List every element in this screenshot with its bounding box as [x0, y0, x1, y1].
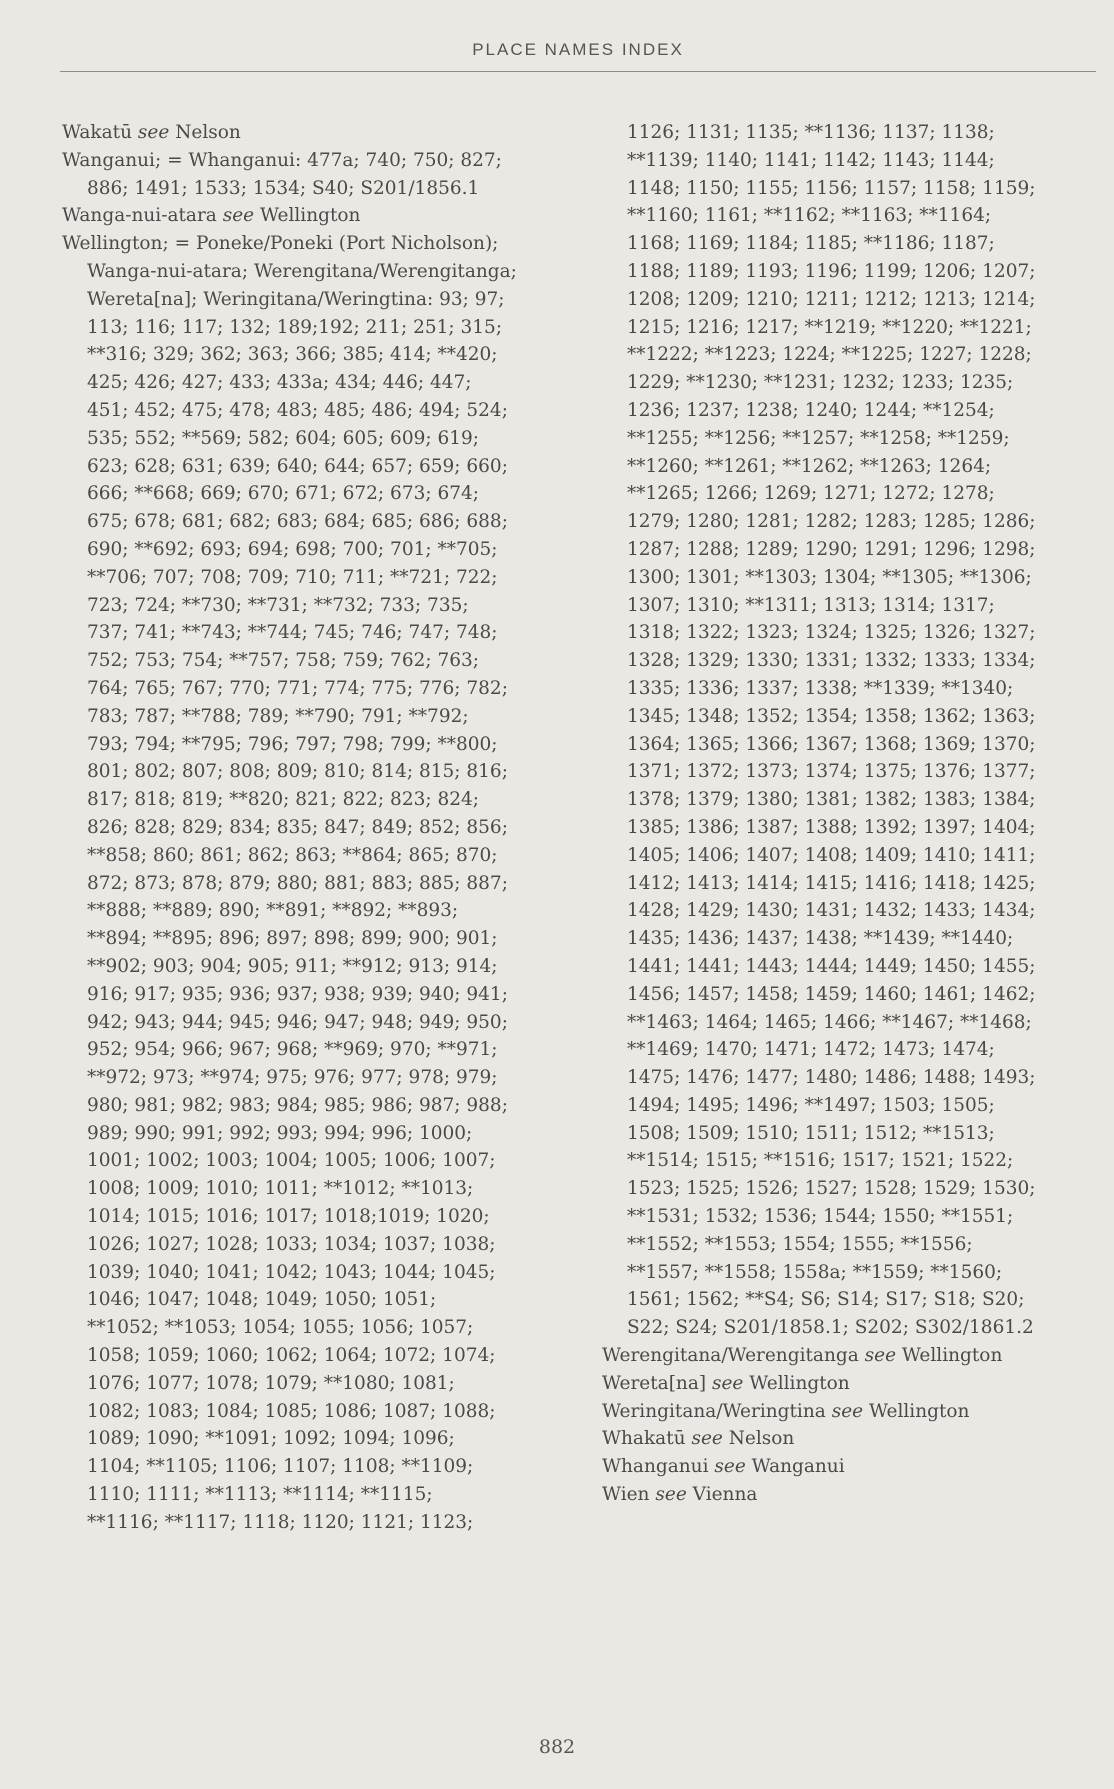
entry-continuation-line — [602, 230, 1102, 258]
see-target: Vienna — [692, 1484, 758, 1506]
page-references: S22; S24; S201/1858.1; S202; S302/1861.2 — [627, 1317, 1034, 1339]
entry-continuation-line — [602, 1092, 1102, 1120]
entry-continuation-line — [602, 981, 1102, 1009]
page-references: 886; 1491; 1533; 1534; S40; S201/1856.1 — [87, 177, 480, 199]
entry-continuation-line — [62, 675, 562, 703]
see-target: Nelson — [175, 122, 241, 143]
entry-continuation-line — [602, 480, 1102, 508]
page-references: **1160; 1161; **1162; **1163; **1164; — [627, 205, 992, 227]
page-references: 675; 678; 681; 682; 683; 684; 685; 686; 688; — [87, 511, 508, 533]
page-references: 1307; 1310; **1311; 1313; 1314; 1317; — [627, 594, 995, 616]
page-references: 1188; 1189; 1193; 1196; 1199; 1206; 1207; — [627, 260, 1036, 282]
entry-continuation-line — [62, 758, 562, 786]
index-entry — [602, 1453, 1102, 1481]
page-references: 690; **692; 693; 694; 698; 700; 701; **705; — [87, 538, 498, 560]
page-references: 783; 787; **788; 789; **790; 791; **792; — [87, 705, 469, 727]
page-references: **316; 329; 362; 363; 366; 385; 414; **420; — [87, 344, 498, 366]
page-references: **1531; 1532; 1536; 1544; 1550; **1551; — [627, 1206, 1014, 1228]
page-references: **1552; **1553; 1554; 1555; **1556; — [627, 1233, 973, 1255]
entry-continuation-line — [602, 592, 1102, 620]
page-references: 1335; 1336; 1337; 1338; **1339; **1340; — [627, 677, 1014, 699]
index-entry — [62, 147, 562, 175]
entry-continuation-line — [602, 341, 1102, 369]
entry-continuation-line — [62, 953, 562, 981]
page-references: 1328; 1329; 1330; 1331; 1332; 1333; 1334; — [627, 650, 1036, 672]
page-references: 1508; 1509; 1510; 1511; 1512; **1513; — [627, 1122, 995, 1144]
entry-continuation-line — [602, 202, 1102, 230]
page-references: 1001; 1002; 1003; 1004; 1005; 1006; 1007; — [87, 1150, 496, 1172]
entry-references: = Poneke/Poneki (Port Nicholson); — [168, 233, 499, 255]
page-references: 623; 628; 631; 639; 640; 644; 657; 659; 660; — [87, 455, 508, 477]
page-references: **1265; 1266; 1269; 1271; 1272; 1278; — [627, 483, 995, 505]
page-references: 872; 873; 878; 879; 880; 881; 883; 885; 887; — [87, 872, 508, 894]
entry-heading: Wanganui; — [62, 149, 162, 171]
see-reference: see — [137, 122, 170, 143]
page-references: 1148; 1150; 1155; 1156; 1157; 1158; 1159; — [627, 177, 1036, 199]
page-references: 1371; 1372; 1373; 1374; 1375; 1376; 1377; — [627, 761, 1036, 783]
entry-continuation-line — [602, 925, 1102, 953]
entry-continuation-line — [62, 1120, 562, 1148]
entry-continuation-line — [602, 1036, 1102, 1064]
see-reference: see — [711, 1372, 744, 1394]
entry-continuation-line — [62, 1425, 562, 1453]
entry-continuation-line — [62, 1203, 562, 1231]
page-references: 1026; 1027; 1028; 1033; 1034; 1037; 1038; — [87, 1233, 496, 1255]
page-references: Wanga-nui-atara; Werengitana/Werengitanga; — [87, 260, 517, 282]
page-references: **1052; **1053; 1054; 1055; 1056; 1057; — [87, 1317, 474, 1339]
page-references: 1215; 1216; 1217; **1219; **1220; **1221; — [627, 316, 1032, 338]
entry-continuation-line — [62, 870, 562, 898]
index-entry — [62, 230, 562, 258]
running-header: PLACE NAMES INDEX — [472, 40, 684, 59]
entry-continuation-line — [62, 1259, 562, 1287]
index-entry — [602, 1370, 1102, 1398]
entry-continuation-line — [602, 314, 1102, 342]
page-references: **1255; **1256; **1257; **1258; **1259; — [627, 427, 1010, 449]
see-reference: see — [714, 1456, 746, 1478]
page-references: 723; 724; **730; **731; **732; 733; 735; — [87, 594, 469, 616]
entry-heading: Wereta[na] — [602, 1372, 707, 1394]
see-reference: see — [691, 1428, 723, 1450]
see-target: Wellington — [868, 1400, 970, 1422]
entry-heading: Wanga-nui-atara — [62, 205, 217, 227]
entry-continuation-line — [62, 619, 562, 647]
page-references: 1385; 1386; 1387; 1388; 1392; 1397; 1404; — [627, 816, 1036, 838]
page-references: 942; 943; 944; 945; 946; 947; 948; 949; 950; — [87, 1011, 508, 1033]
index-entry — [602, 1398, 1102, 1426]
see-target: Wanganui — [751, 1456, 845, 1478]
entry-continuation-line — [62, 731, 562, 759]
page-references: **1260; **1261; **1262; **1263; 1264; — [627, 455, 992, 477]
entry-continuation-line — [602, 1009, 1102, 1037]
page-references: **894; **895; 896; 897; 898; 899; 900; 901; — [87, 928, 498, 950]
entry-continuation-line — [602, 647, 1102, 675]
entry-continuation-line — [62, 1092, 562, 1120]
entry-continuation-line — [602, 1064, 1102, 1092]
page-references: 1279; 1280; 1281; 1282; 1283; 1285; 1286; — [627, 511, 1036, 533]
entry-continuation-line — [62, 842, 562, 870]
page-references: 980; 981; 982; 983; 984; 985; 986; 987; 988; — [87, 1094, 508, 1116]
page-references: 1236; 1237; 1238; 1240; 1244; **1254; — [627, 399, 995, 421]
entry-continuation-line — [602, 1259, 1102, 1287]
entry-continuation-line — [62, 1036, 562, 1064]
page-references: 1014; 1015; 1016; 1017; 1018;1019; 1020; — [87, 1206, 490, 1228]
entry-continuation-line — [62, 897, 562, 925]
entry-continuation-line — [62, 1509, 562, 1537]
entry-continuation-line — [62, 1453, 562, 1481]
entry-continuation-line — [602, 1314, 1102, 1342]
entry-continuation-line — [62, 1370, 562, 1398]
entry-continuation-line — [62, 981, 562, 1009]
page-references: 1428; 1429; 1430; 1431; 1432; 1433; 1434; — [627, 900, 1036, 922]
page-references: 1364; 1365; 1366; 1367; 1368; 1369; 1370; — [627, 733, 1036, 755]
entry-continuation-line — [602, 897, 1102, 925]
page-references: 801; 802; 807; 808; 809; 810; 814; 815; 816; — [87, 761, 508, 783]
page-references: **1139; 1140; 1141; 1142; 1143; 1144; — [627, 149, 995, 171]
page-references: **902; 903; 904; 905; 911; **912; 913; 914; — [87, 955, 498, 977]
page-references: 752; 753; 754; **757; 758; 759; 762; 763; — [87, 650, 480, 672]
entry-continuation-line — [62, 397, 562, 425]
entry-continuation-line — [602, 453, 1102, 481]
left-column — [62, 119, 562, 1537]
entry-continuation-line — [602, 1120, 1102, 1148]
page-references: 1300; 1301; **1303; 1304; **1305; **1306; — [627, 566, 1032, 588]
entry-continuation-line — [602, 758, 1102, 786]
entry-continuation-line — [602, 564, 1102, 592]
entry-continuation-line — [602, 119, 1102, 147]
entry-continuation-line — [602, 619, 1102, 647]
entry-continuation-line — [62, 564, 562, 592]
page-references: **1463; 1464; 1465; 1466; **1467; **1468; — [627, 1011, 1032, 1033]
entry-continuation-line — [602, 147, 1102, 175]
page-references: 666; **668; 669; 670; 671; 672; 673; 674; — [87, 483, 480, 505]
page-references: 1378; 1379; 1380; 1381; 1382; 1383; 1384; — [627, 789, 1036, 811]
entry-continuation-line — [602, 1286, 1102, 1314]
page-references: 1104; **1105; 1106; 1107; 1108; **1109; — [87, 1456, 474, 1478]
page-number: 882 — [538, 1736, 576, 1758]
entry-continuation-line — [602, 814, 1102, 842]
right-column — [602, 119, 1102, 1509]
entry-continuation-line — [62, 1398, 562, 1426]
see-reference: see — [222, 205, 255, 227]
entry-continuation-line — [602, 1175, 1102, 1203]
page-references: 1008; 1009; 1010; 1011; **1012; **1013; — [87, 1178, 474, 1200]
page-references: **1557; **1558; 1558a; **1559; **1560; — [627, 1261, 1003, 1283]
entry-continuation-line — [602, 842, 1102, 870]
page-references: **858; 860; 861; 862; 863; **864; 865; 870; — [87, 844, 498, 866]
page-references: **706; 707; 708; 709; 710; 711; **721; 722; — [87, 566, 498, 588]
page-references: 1046; 1047; 1048; 1049; 1050; 1051; — [87, 1289, 437, 1311]
see-reference: see — [864, 1345, 897, 1367]
page-references: 1110; 1111; **1113; **1114; **1115; — [87, 1484, 433, 1506]
entry-continuation-line — [602, 425, 1102, 453]
page-references: 1523; 1525; 1526; 1527; 1528; 1529; 1530; — [627, 1178, 1036, 1200]
entry-continuation-line — [62, 175, 562, 203]
entry-continuation-line — [62, 1175, 562, 1203]
page-references: 1456; 1457; 1458; 1459; 1460; 1461; 1462; — [627, 983, 1036, 1005]
page-references: 793; 794; **795; 796; 797; 798; 799; **800; — [87, 733, 498, 755]
page-references: **972; 973; **974; 975; 976; 977; 978; 979; — [87, 1067, 498, 1089]
page-references: 1405; 1406; 1407; 1408; 1409; 1410; 1411; — [627, 844, 1036, 866]
entry-continuation-line — [62, 1009, 562, 1037]
entry-continuation-line — [62, 508, 562, 536]
entry-heading: Wien — [602, 1484, 650, 1506]
entry-heading: Wellington; — [62, 233, 169, 255]
entry-continuation-line — [602, 286, 1102, 314]
entry-continuation-line — [602, 369, 1102, 397]
entry-continuation-line — [602, 703, 1102, 731]
entry-continuation-line — [62, 592, 562, 620]
entry-continuation-line — [602, 1203, 1102, 1231]
page-references: 1494; 1495; 1496; **1497; 1503; 1505; — [627, 1094, 995, 1116]
page-references: 826; 828; 829; 834; 835; 847; 849; 852; 856; — [87, 816, 508, 838]
page-references: 989; 990; 991; 992; 993; 994; 996; 1000; — [87, 1122, 473, 1144]
entry-continuation-line — [602, 508, 1102, 536]
entry-continuation-line — [62, 1286, 562, 1314]
entry-continuation-line — [62, 341, 562, 369]
index-entry — [602, 1481, 1102, 1509]
entry-continuation-line — [62, 1231, 562, 1259]
index-entry — [602, 1342, 1102, 1370]
entry-heading: Werengitana/Werengitanga — [602, 1345, 859, 1367]
page-references: 535; 552; **569; 582; 604; 605; 609; 619; — [87, 427, 480, 449]
entry-continuation-line — [602, 870, 1102, 898]
page-references: 1441; 1441; 1443; 1444; 1449; 1450; 1455; — [627, 955, 1036, 977]
entry-continuation-line — [62, 480, 562, 508]
see-reference: see — [655, 1484, 687, 1506]
see-target: Wellington — [260, 205, 361, 227]
index-entry — [62, 202, 562, 230]
entry-continuation-line — [62, 1342, 562, 1370]
entry-continuation-line — [62, 314, 562, 342]
page-references: 817; 818; 819; **820; 821; 822; 823; 824; — [87, 789, 480, 811]
page-references: 1229; **1230; **1231; 1232; 1233; 1235; — [627, 372, 1014, 394]
page-references: 737; 741; **743; **744; 745; 746; 747; 748; — [87, 622, 498, 644]
page-references: 916; 917; 935; 936; 937; 938; 939; 940; 941; — [87, 983, 508, 1005]
entry-continuation-line — [602, 1147, 1102, 1175]
page-references: 1412; 1413; 1414; 1415; 1416; 1418; 1425; — [627, 872, 1036, 894]
entry-continuation-line — [602, 675, 1102, 703]
entry-continuation-line — [62, 453, 562, 481]
entry-continuation-line — [62, 425, 562, 453]
page-references: 1076; 1077; 1078; 1079; **1080; 1081; — [87, 1372, 455, 1394]
entry-continuation-line — [62, 369, 562, 397]
entry-references: = Whanganui: 477a; 740; 750; 827; — [161, 149, 502, 171]
see-target: Wellington — [901, 1345, 1003, 1367]
entry-continuation-line — [62, 258, 562, 286]
entry-continuation-line — [602, 786, 1102, 814]
page-references: 1168; 1169; 1184; 1185; **1186; 1187; — [627, 233, 995, 255]
see-target: Wellington — [749, 1372, 850, 1394]
page-references: 425; 426; 427; 433; 433a; 434; 446; 447; — [87, 372, 472, 394]
entry-heading: Whakatū — [602, 1428, 686, 1450]
see-target: Nelson — [728, 1428, 795, 1450]
page-references: 952; 954; 966; 967; 968; **969; 970; **971; — [87, 1039, 498, 1061]
entry-continuation-line — [602, 397, 1102, 425]
entry-continuation-line — [602, 1231, 1102, 1259]
entry-continuation-line — [602, 953, 1102, 981]
index-entry — [62, 119, 562, 147]
page-references: 1126; 1131; 1135; **1136; 1137; 1138; — [627, 122, 995, 143]
page-references: 1039; 1040; 1041; 1042; 1043; 1044; 1045; — [87, 1261, 496, 1283]
entry-continuation-line — [62, 647, 562, 675]
entry-continuation-line — [62, 703, 562, 731]
page-references: 1208; 1209; 1210; 1211; 1212; 1213; 1214; — [627, 288, 1036, 310]
page-references: **888; **889; 890; **891; **892; **893; — [87, 900, 459, 922]
entry-continuation-line — [602, 258, 1102, 286]
page-references: 451; 452; 475; 478; 483; 485; 486; 494; 524; — [87, 399, 508, 421]
page-references: **1116; **1117; 1118; 1120; 1121; 1123; — [87, 1511, 474, 1533]
page-references: Wereta[na]; Weringitana/Weringtina: 93; 97; — [87, 288, 505, 310]
entry-continuation-line — [62, 286, 562, 314]
entry-continuation-line — [602, 731, 1102, 759]
page-references: **1469; 1470; 1471; 1472; 1473; 1474; — [627, 1039, 995, 1061]
entry-continuation-line — [62, 1314, 562, 1342]
index-entry — [602, 1425, 1102, 1453]
entry-heading: Whanganui — [602, 1456, 709, 1478]
entry-continuation-line — [62, 925, 562, 953]
entry-heading: Weringitana/Weringtina — [602, 1400, 826, 1422]
entry-continuation-line — [62, 786, 562, 814]
entry-continuation-line — [602, 536, 1102, 564]
page-references: 1318; 1322; 1323; 1324; 1325; 1326; 1327; — [627, 622, 1036, 644]
entry-continuation-line — [602, 175, 1102, 203]
entry-continuation-line — [62, 536, 562, 564]
page-references: 1435; 1436; 1437; 1438; **1439; **1440; — [627, 928, 1014, 950]
page-references: 1345; 1348; 1352; 1354; 1358; 1362; 1363; — [627, 705, 1036, 727]
page-references: 113; 116; 117; 132; 189;192; 211; 251; 315; — [87, 316, 503, 338]
page-references: 1475; 1476; 1477; 1480; 1486; 1488; 1493; — [627, 1067, 1036, 1089]
entry-continuation-line — [62, 1147, 562, 1175]
page-references: 1561; 1562; **S4; S6; S14; S17; S18; S20; — [627, 1289, 1025, 1311]
entry-continuation-line — [62, 1481, 562, 1509]
header-rule — [60, 71, 1096, 72]
entry-continuation-line — [62, 814, 562, 842]
entry-continuation-line — [62, 1064, 562, 1092]
page-references: 1287; 1288; 1289; 1290; 1291; 1296; 1298; — [627, 538, 1036, 560]
page-references: **1514; 1515; **1516; 1517; 1521; 1522; — [627, 1150, 1014, 1172]
page-references: 1082; 1083; 1084; 1085; 1086; 1087; 1088; — [87, 1400, 496, 1422]
page-references: 1058; 1059; 1060; 1062; 1064; 1072; 1074; — [87, 1345, 496, 1367]
page-references: **1222; **1223; 1224; **1225; 1227; 1228; — [627, 344, 1032, 366]
page-references: 1089; 1090; **1091; 1092; 1094; 1096; — [87, 1428, 455, 1450]
see-reference: see — [831, 1400, 864, 1422]
page-references: 764; 765; 767; 770; 771; 774; 775; 776; 782; — [87, 677, 508, 699]
entry-heading: Wakatū — [62, 122, 133, 143]
